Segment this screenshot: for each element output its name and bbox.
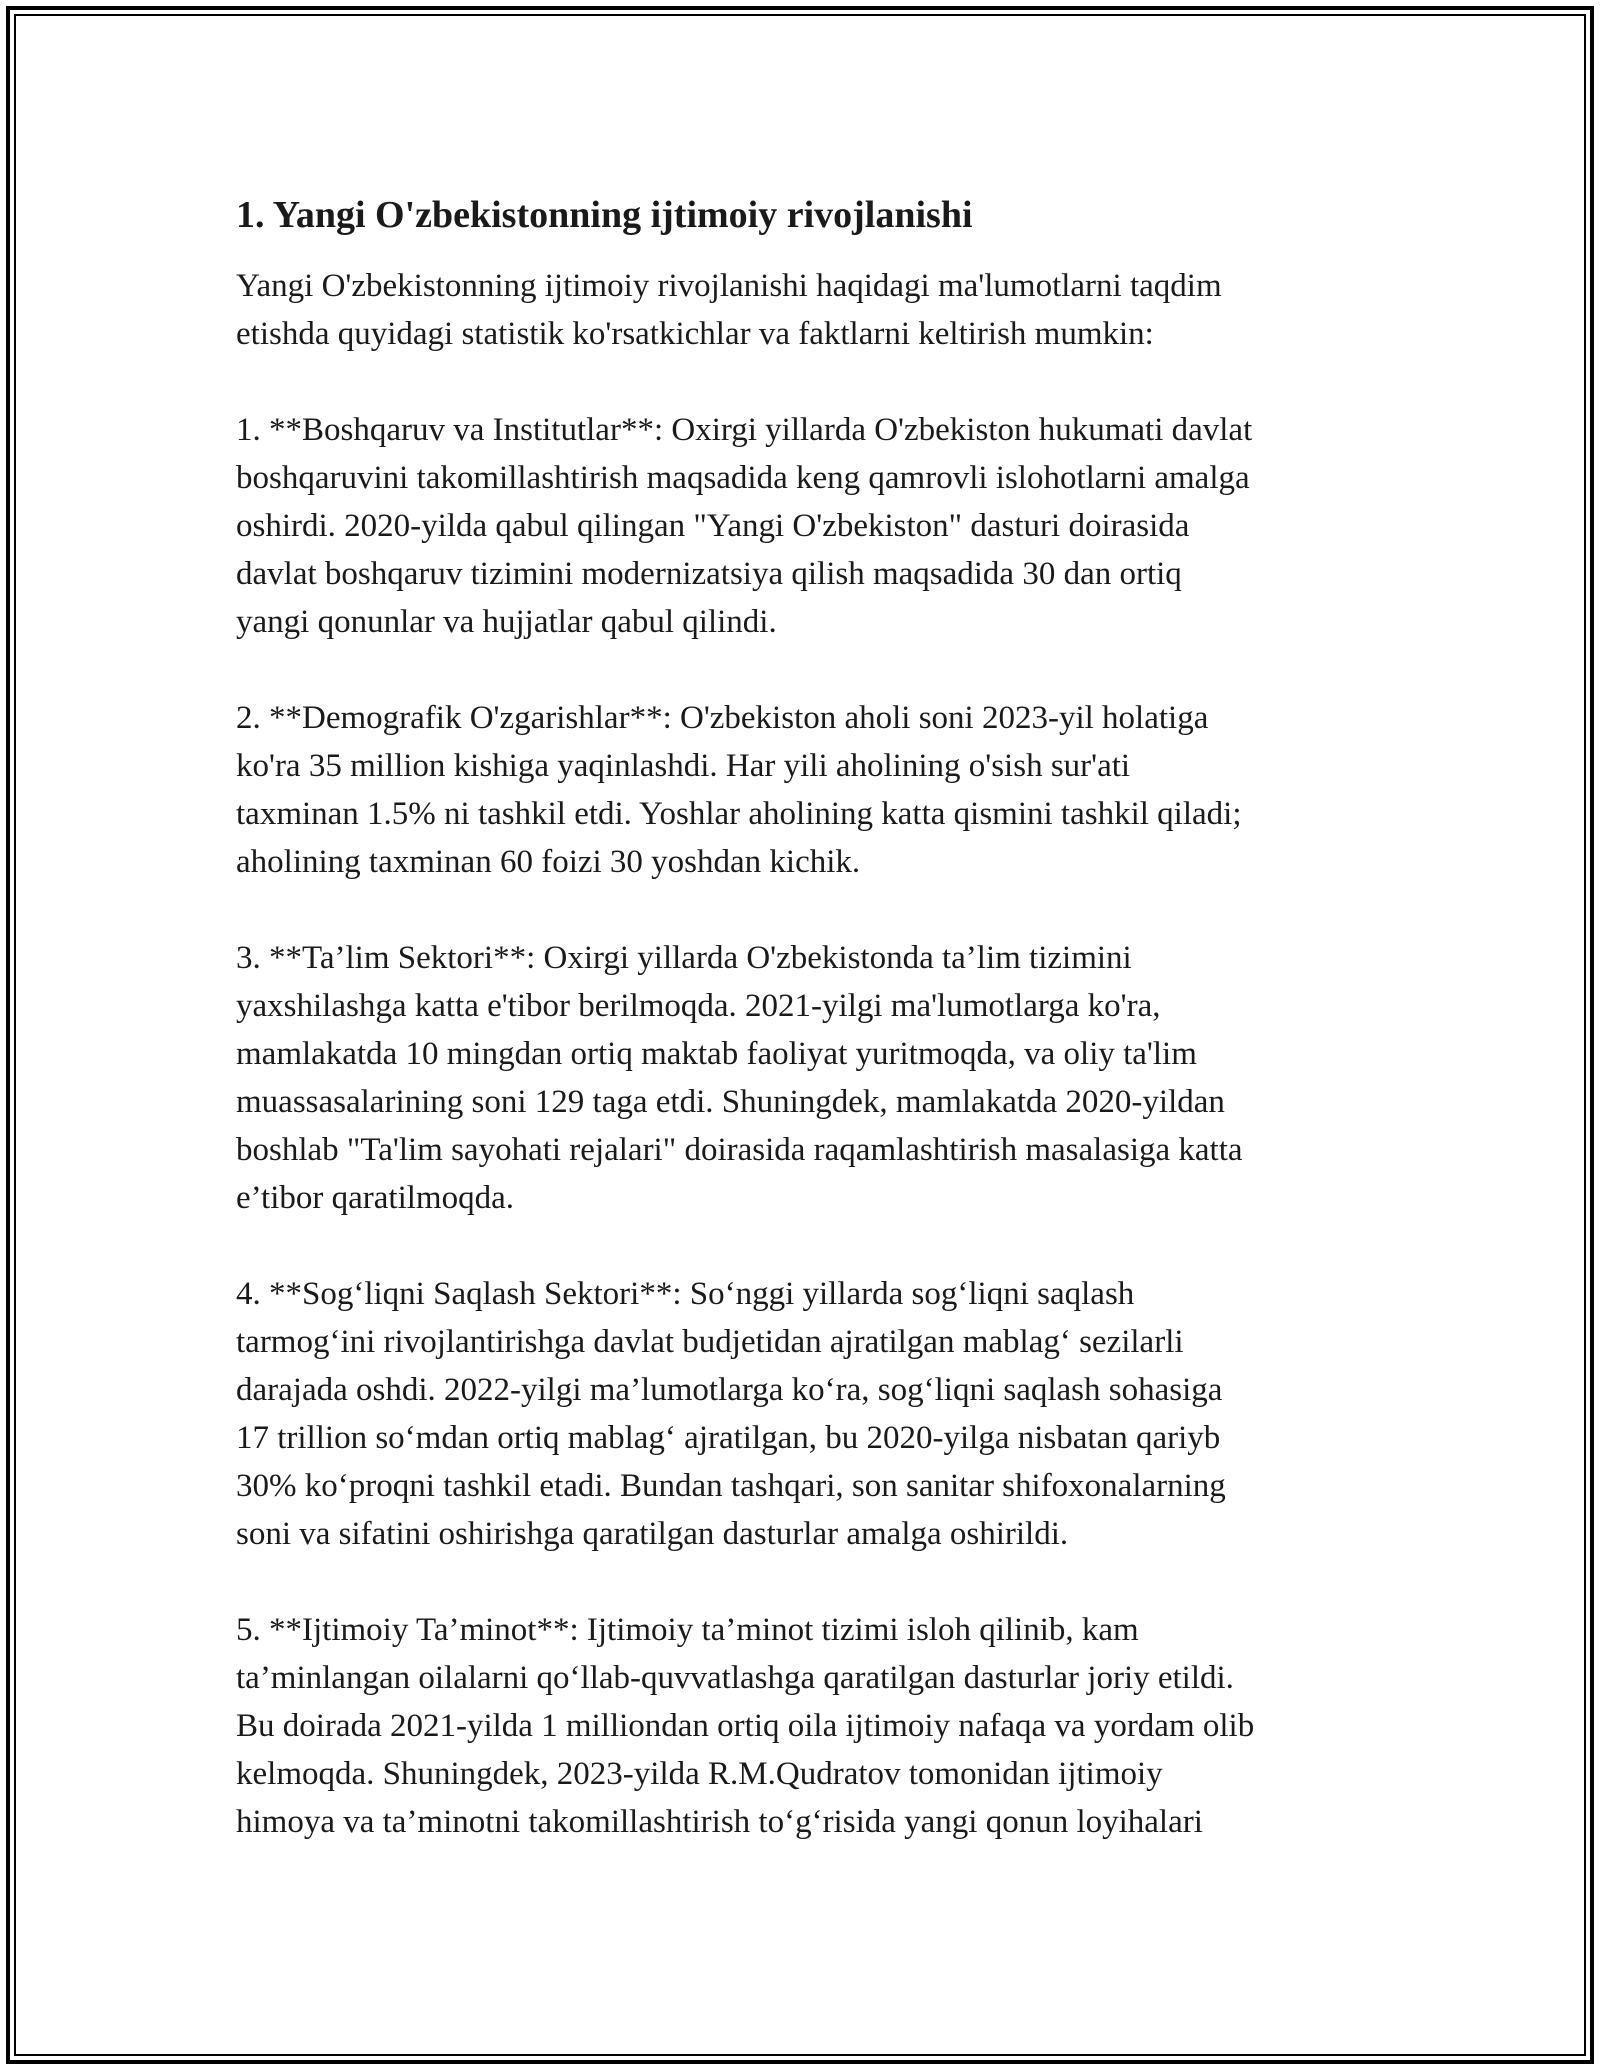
paragraph-social-security: 5. **Ijtimoiy Ta’minot**: Ijtimoiy ta’minot tizimi isloh qilinib, kam ta’minlangan oilalarni qo‘llab-quvvatlashga qaratilgan dasturlar joriy etildi. Bu doirada 2021-yilda 1 milliondan ortiq oila ijtimoiy nafaqa va yordam olib kelmoqda. Shuningdek, 2023-yilda R.M.Qudratov tomonidan ijtimoiy himoya va ta’minotni takomillashtirish to‘g‘risida yangi qonun loyihalari — [236, 1612, 1255, 1840]
intro-paragraph: Yangi O'zbekistonning ijtimoiy rivojlanishi haqidagi ma'lumotlarni taqdim etishda quyidagi statistik ko'rsatkichlar va faktlarni keltirish mumkin: — [236, 268, 1222, 352]
paragraph-demographics: 2. **Demografik O'zgarishlar**: O'zbekiston aholi soni 2023-yil holatiga ko'ra 35 million kishiga yaqinlashdi. Har yili aholining o'sish sur'ati taxminan 1.5% ni tashkil etdi. Yoshlar aholining katta qismini tashkil qiladi; aholining taxminan 60 foizi 30 yoshdan kichik. — [236, 700, 1242, 880]
paragraph-healthcare: 4. **Sog‘liqni Saqlash Sektori**: So‘nggi yillarda sog‘liqni saqlash tarmog‘ini rivojlantirishga davlat budjetidan ajratilgan mablag‘ sezilarli darajada oshdi. 2022-yilgi ma’lumotlarga ko‘ra, sog‘liqni saqlash sohasiga 17 trillion so‘mdan ortiq mablag‘ ajratilgan, bu 2020-yilga nisbatan qariyb 30% ko‘proqni tashkil etadi. Bundan tashqari, son sanitar shifoxonalarning soni va sifatini oshirishga qaratilgan dasturlar amalga oshirildi. — [236, 1276, 1226, 1552]
paragraph-education: 3. **Ta’lim Sektori**: Oxirgi yillarda O'zbekistonda ta’lim tizimini yaxshilashga katta e'tibor berilmoqda. 2021-yilgi ma'lumotlarga ko'ra, mamlakatda 10 mingdan ortiq maktab faoliyat yuritmoqda, va oliy ta'lim muassasalarining soni 129 taga etdi. Shuningdek, mamlakatda 2020-yildan boshlab "Ta'lim sayohati rejalari" doirasida raqamlashtirish masalasiga katta e’tibor qaratilmoqda. — [236, 940, 1243, 1216]
paragraph-governance: 1. **Boshqaruv va Institutlar**: Oxirgi yillarda O'zbekiston hukumati davlat boshqaruvini takomillashtirish maqsadida keng qamrovli islohotlarni amalga oshirdi. 2020-yilda qabul qilingan "Yangi O'zbekiston" dasturi doirasida davlat boshqaruv tizimini modernizatsiya qilish maqsadida 30 dan ortiq yangi qonunlar va hujjatlar qabul qilindi. — [236, 412, 1253, 640]
section-heading: 1. Yangi O'zbekistonning ijtimoiy rivojlanishi — [236, 194, 973, 236]
document-body — [236, 186, 1376, 1894]
